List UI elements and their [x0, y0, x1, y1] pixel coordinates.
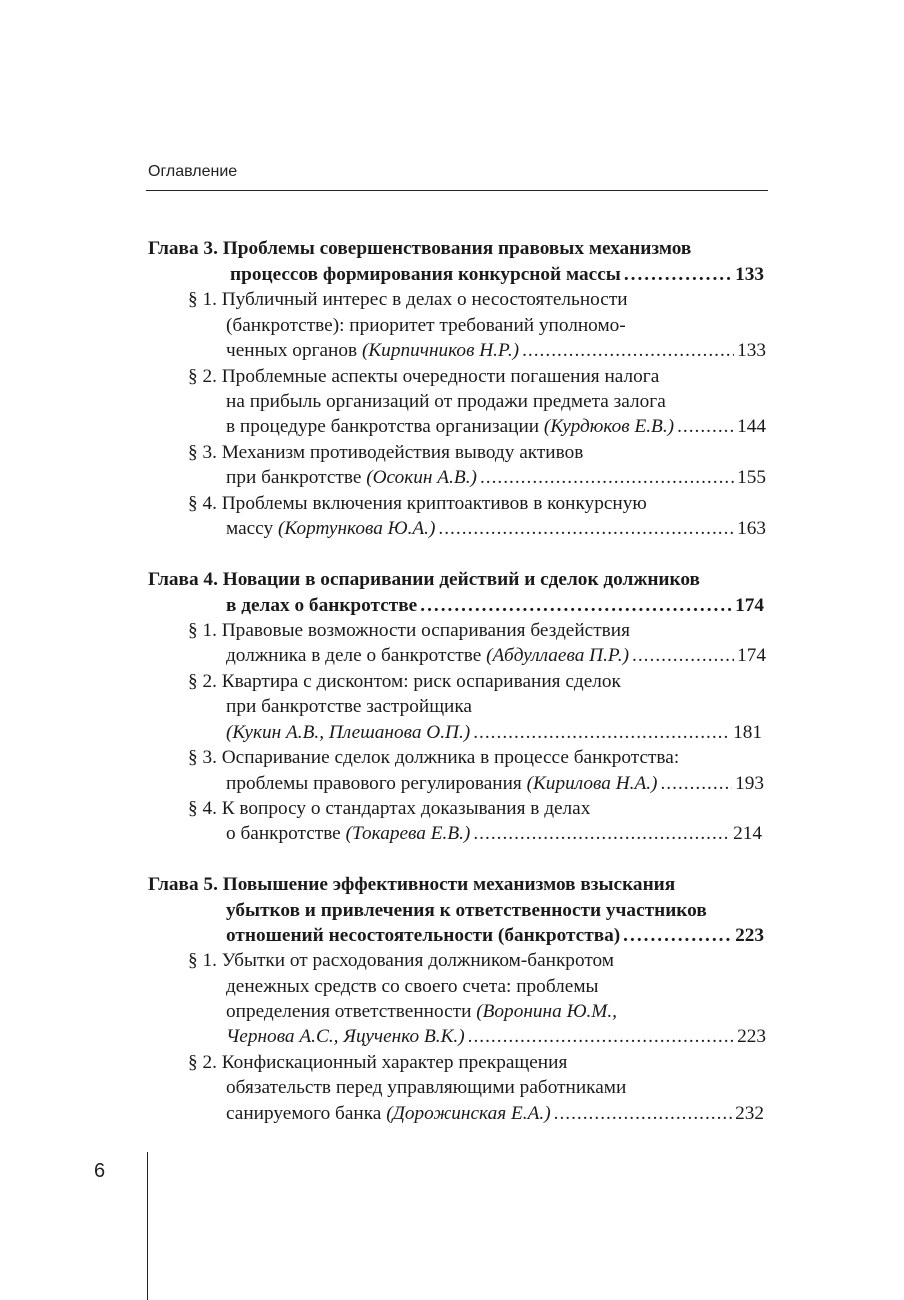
section-title: Оспаривание сделок должника в процессе банкротства: [221, 747, 680, 768]
section-entry[interactable] [226, 771, 764, 796]
section-entry[interactable] [226, 821, 762, 846]
chapter-title: Проблемы совершенствования правовых механизмов [222, 238, 692, 259]
section-entry[interactable] [226, 465, 766, 490]
dot-leader [438, 516, 734, 541]
section-title: определения ответственности [226, 1001, 477, 1022]
section-line [188, 364, 659, 389]
chapter-title: в делах о банкротстве [226, 595, 418, 616]
section-line [188, 1050, 567, 1075]
section-line: на прибыль организаций от продажи предмета залога [226, 391, 666, 412]
section-mark: § 1. [188, 950, 217, 971]
section-title: Проблемы включения криптоактивов в конкурсную [221, 493, 647, 514]
chapter-title: убытков и привлечения к ответственности участников [226, 900, 707, 921]
dot-leader [522, 338, 734, 363]
section-title: в процедуре банкротства организации [226, 416, 544, 437]
section-title: должника в деле о банкротстве [226, 645, 487, 666]
page-ref: 155 [737, 467, 766, 488]
dot-leader [420, 593, 732, 618]
page-ref: 232 [735, 1103, 764, 1124]
page-ref: 181 [733, 722, 762, 743]
section-title: проблемы правового регулирования [226, 773, 527, 794]
section-title: Убытки от расходования должником-банкротом [221, 950, 614, 971]
section-entry[interactable] [226, 643, 766, 668]
dot-leader [468, 1024, 734, 1049]
section-line [188, 796, 590, 821]
section-mark: § 4. [188, 798, 217, 819]
section-mark: § 3. [188, 442, 217, 463]
page-ref: 214 [733, 823, 762, 844]
dot-leader [632, 643, 734, 668]
section-line [188, 948, 614, 973]
chapter-5-title-line-1 [148, 872, 675, 897]
margin-rule [147, 1152, 148, 1300]
page-ref: 133 [737, 340, 766, 361]
chapter-title: Повышение эффективности механизмов взыскания [222, 874, 676, 895]
page-ref: 144 [737, 416, 766, 437]
section-line [188, 440, 583, 465]
chapter-label: Глава 3. [148, 238, 218, 259]
dot-leader [480, 465, 734, 490]
section-title: о банкротстве [226, 823, 346, 844]
section-entry[interactable] [226, 1024, 766, 1049]
section-entry[interactable] [226, 338, 766, 363]
header-rule [146, 190, 768, 191]
chapter-title: процессов формирования конкурсной массы [230, 264, 621, 285]
running-head: Оглавление [148, 163, 238, 180]
section-line [188, 669, 621, 694]
page-ref: 223 [737, 1026, 766, 1047]
section-author: (Дорожинская Е.А.) [386, 1103, 551, 1124]
chapter-5-entry[interactable] [226, 923, 764, 948]
dot-leader [624, 262, 732, 287]
page-ref: 133 [735, 264, 764, 285]
section-line [188, 745, 679, 770]
section-author: (Кирилова Н.А.) [526, 773, 658, 794]
section-author: (Воронина Ю.М., [476, 1001, 617, 1022]
section-author: (Кукин А.В., Плешанова О.П.) [226, 722, 471, 743]
section-title: Публичный интерес в делах о несостоятельности [221, 289, 628, 310]
section-author: (Кортункова Ю.А.) [277, 518, 436, 539]
section-author: (Абдуллаева П.Р.) [486, 645, 630, 666]
dot-leader [554, 1101, 732, 1126]
section-entry[interactable] [226, 1101, 764, 1126]
section-title: при банкротстве [226, 467, 367, 488]
section-line [188, 618, 630, 643]
dot-leader [473, 720, 730, 745]
section-line [226, 999, 617, 1024]
dot-leader [660, 771, 732, 796]
section-title: Проблемные аспекты очередности погашения налога [221, 366, 660, 387]
chapter-label: Глава 5. [148, 874, 218, 895]
chapter-4-entry[interactable] [226, 593, 764, 618]
section-line [188, 287, 628, 312]
section-line: денежных средств со своего счета: проблемы [226, 976, 599, 997]
section-author: (Осокин А.В.) [366, 467, 477, 488]
section-author: Чернова А.С., Яцученко В.К.) [226, 1026, 465, 1047]
dot-leader [473, 821, 730, 846]
page-ref: 193 [735, 773, 764, 794]
section-mark: § 2. [188, 366, 217, 387]
section-line: (банкротстве): приоритет требований уполномо- [226, 315, 626, 336]
chapter-title: Новации в оспаривании действий и сделок должников [222, 569, 700, 590]
section-entry[interactable] [226, 414, 766, 439]
section-mark: § 1. [188, 620, 217, 641]
dot-leader [623, 923, 732, 948]
section-author: (Токарева Е.В.) [345, 823, 471, 844]
section-title: Механизм противодействия выводу активов [221, 442, 584, 463]
page-ref: 174 [735, 595, 764, 616]
section-title: санируемого банка [226, 1103, 387, 1124]
chapter-3-entry[interactable] [230, 262, 764, 287]
page-number: 6 [94, 1160, 106, 1182]
section-author: (Курдюков Е.В.) [543, 416, 675, 437]
page-ref: 174 [737, 645, 766, 666]
chapter-title: отношений несостоятельности (банкротства) [226, 925, 621, 946]
chapter-4-title-line-1 [148, 567, 700, 592]
section-line: при банкротстве застройщика [226, 696, 472, 717]
section-entry[interactable] [226, 516, 766, 541]
dot-leader [677, 414, 734, 439]
section-title: Квартира с дисконтом: риск оспаривания сделок [221, 671, 621, 692]
section-title: массу [226, 518, 278, 539]
section-mark: § 3. [188, 747, 217, 768]
page-ref: 163 [737, 518, 766, 539]
section-mark: § 4. [188, 493, 217, 514]
section-title: Правовые возможности оспаривания бездействия [221, 620, 630, 641]
section-mark: § 2. [188, 1052, 217, 1073]
section-title: Конфискационный характер прекращения [221, 1052, 568, 1073]
section-author: (Кирпичников Н.Р.) [361, 340, 520, 361]
chapter-3-title-line-1 [148, 236, 691, 261]
section-line [188, 491, 647, 516]
section-line: обязательств перед управляющими работниками [226, 1077, 627, 1098]
section-title: ченных органов [226, 340, 362, 361]
chapter-label: Глава 4. [148, 569, 218, 590]
page-ref: 223 [735, 925, 764, 946]
section-title: К вопросу о стандартах доказывания в делах [221, 798, 591, 819]
section-entry[interactable] [226, 720, 762, 745]
section-mark: § 2. [188, 671, 217, 692]
section-mark: § 1. [188, 289, 217, 310]
